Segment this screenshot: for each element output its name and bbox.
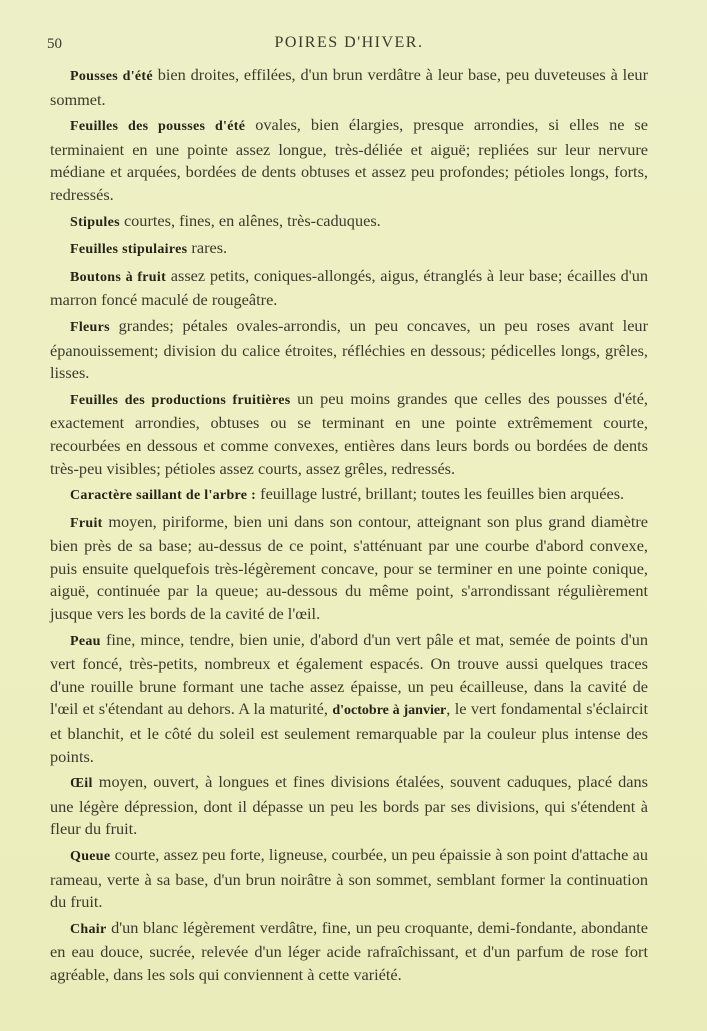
paragraph (50, 483, 648, 508)
paragraph (50, 771, 648, 841)
paragraph (50, 917, 648, 987)
page-header (47, 28, 648, 64)
paragraph-text: moyen, piriforme, bien uni dans son contour, atteignant son plus grand diamètre bien près de sa base; au-dessus de ce point, s'atténuant par une courbe d'abord convexe, puis ensuite quelquefois très-légèrement concave, pour se terminer en une pointe conique, aiguë, continuée par la queue; au-dessous du même point, s'arrondissant régulièrement jusque vers les bords de la cavité de l'œil. (50, 511, 648, 624)
paragraph (50, 388, 648, 480)
paragraph-text-after: , le vert fondamental s'éclaircit et blanchit, et le côté du soleil est seulement remarquable par la couleur plus intense des points. (50, 699, 648, 766)
paragraph-text: d'un blanc légèrement verdâtre, fine, un peu croquante, demi-fondante, abondante en eau douce, sucrée, relevée d'un léger acide rafraîchissant, et d'un parfum de rose fort agréable, dans les sols qui conviennent à cette variété. (50, 917, 648, 984)
paragraph-text: assez petits, coniques-allongés, aigus, étranglés à leur base; écailles d'un marron foncé maculé de rougeâtre. (50, 265, 648, 310)
paragraph (50, 265, 648, 312)
book-page (47, 28, 648, 990)
paragraph-text: bien droites, effilées, d'un brun verdâtre à leur base, peu duveteuses à leur sommet. (50, 65, 648, 109)
paragraph-text: un peu moins grandes que celles des pousses d'été, exactement arrondies, obtuses ou se terminant en une pointe extrêmement courte, recourbées en dessous et comme convexes, entières dans leurs bords ou bordées de dents très-peu visibles; pétioles assez courts, assez grêles, redressés. (50, 388, 648, 478)
paragraph-text: grandes; pétales ovales-arrondis, un peu concaves, un peu roses avant leur épanouissement; division du calice étroites, réfléchies en dessous; pédicelles longs, grêles, lisses. (50, 315, 648, 383)
paragraph (50, 315, 648, 385)
paragraph-lead: Feuilles des pousses d'été (70, 119, 246, 135)
paragraph-lead: Pousses d'été (70, 69, 153, 84)
paragraph (50, 629, 648, 769)
paragraph-text: feuillage lustré, brillant; toutes les feuilles bien arquées. (256, 484, 625, 504)
paragraph-lead: Peau (70, 633, 101, 649)
maturity-period: d'octobre à janvier (332, 703, 447, 719)
paragraph-lead: Boutons à fruit (70, 269, 167, 285)
paragraph-text: fine, mince, tendre, bien unie, d'abord d'un vert pâle et mat, semée de points d'un vert foncé, très-petits, nombreux et également espacés. On trouve aussi quelques traces d'une rouille brune formant une tache assez épaisse, un peu écailleuse, dans la cavité de l'œil et s'étendant au dehors. A la maturité, (50, 629, 648, 719)
paragraph-lead: Œil (70, 776, 93, 792)
paragraph (50, 64, 648, 111)
paragraph-text: courte, assez peu forte, ligneuse, courbée, un peu épaissie à son point d'attache au rameau, verte à sa base, d'un brun noirâtre à son sommet, semblant former la continuation du fruit. (50, 845, 648, 912)
paragraph (50, 844, 648, 914)
paragraph-lead: Stipules (70, 214, 120, 230)
paragraph-lead: Chair (70, 921, 107, 937)
paragraph (50, 114, 648, 206)
page-number: 50 (47, 36, 62, 52)
paragraph-text: courtes, fines, en alênes, très-caduques. (119, 210, 381, 230)
paragraph-text: rares. (187, 238, 228, 258)
paragraph (50, 210, 648, 235)
paragraph-lead: Fruit (70, 515, 103, 531)
paragraph (50, 237, 648, 262)
paragraph-lead: Queue (70, 849, 111, 864)
paragraph-text: moyen, ouvert, à longues et fines divisions étalées, souvent caduques, placé dans une légère dépression, dont il dépasse un peu les bords par ses divisions, qui s'étendent à fleur du fruit. (50, 772, 648, 839)
paragraph-text: ovales, bien élargies, presque arrondies, si elles ne se terminaient en une pointe assez longue, très-déliée et aiguë; repliées sur leur nervure médiane et arquées, bordées de dents obtuses et assez peu profondes; pétioles longs, forts, redressés. (50, 115, 648, 204)
paragraph-lead: Feuilles stipulaires (70, 242, 188, 258)
page-body (50, 64, 648, 987)
paragraph-lead: Caractère saillant de l'arbre : (70, 488, 257, 504)
paragraph-lead: Feuilles des productions fruitières (70, 392, 291, 408)
running-title: POIRES D'HIVER. (274, 34, 424, 51)
paragraph-lead: Fleurs (70, 319, 110, 335)
paragraph (50, 511, 648, 626)
